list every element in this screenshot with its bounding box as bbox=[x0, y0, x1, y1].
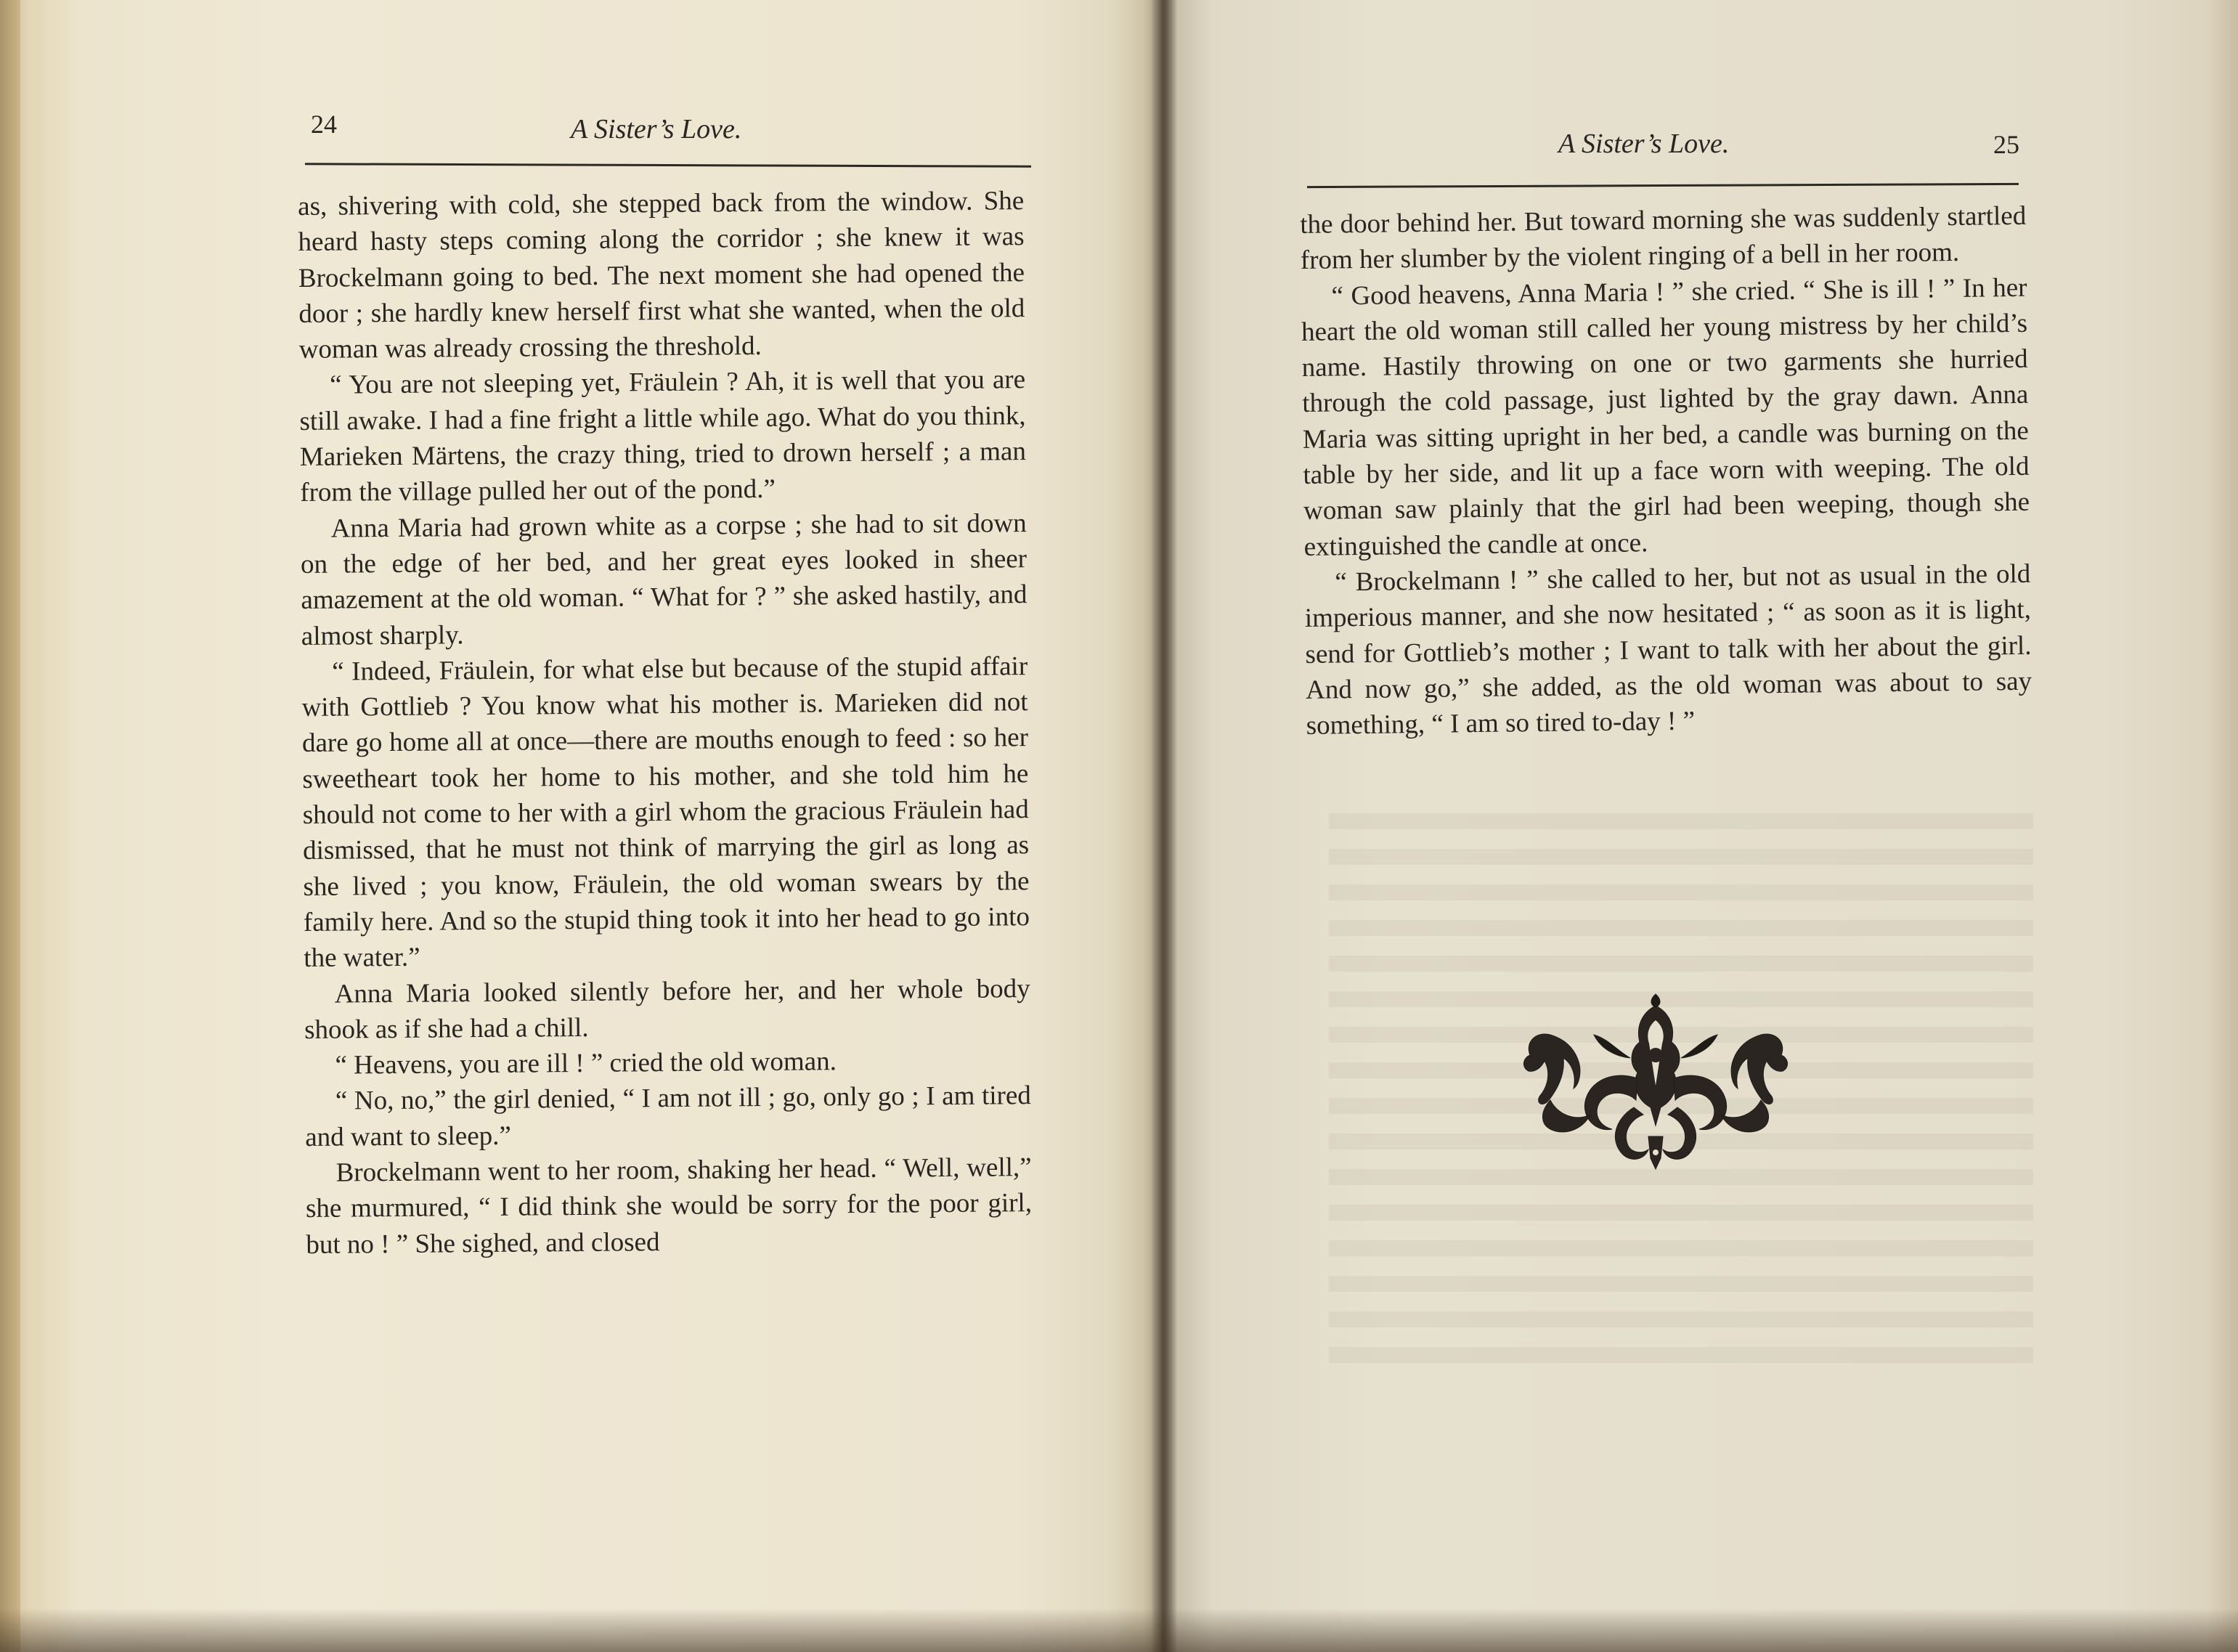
left-header-rule bbox=[305, 163, 1031, 167]
page-edge bbox=[0, 0, 20, 1652]
book-gutter bbox=[1151, 0, 1177, 1652]
left-paragraph-4: “ Indeed, Fräulein, for what else but because of the stupid affair with Gottlieb ? You know what his mother is. Marieken did not dare go home all at once—there are mouths enough to feed : so her sweetheart took her home to his mother, and she told him he should not come to her with a girl whom the gracious Fräulein had dismissed, that he must not think of marrying the girl as long as she lived ; you know, Fräulein, the old woman swears by the family here. And so the stupid thing took it into her head to go into the water.” bbox=[301, 651, 1030, 974]
left-paragraph-8: Brockelmann went to her room, shaking her head. “ Well, well,” she murmured, “ I did think she would be sorry for the poor girl, but no ! ” She sighed, and closed bbox=[305, 1152, 1033, 1260]
left-paragraph-7: “ No, no,” the girl denied, “ I am not ill ; go, only go ; I am tired and want to sleep.” bbox=[305, 1081, 1032, 1152]
right-paragraph-2: “ Good heavens, Anna Maria ! ” she cried. “ She is ill ! ” In her heart the old woman still called her young mistress by her child’s name. Hastily throwing on one or two garments she hurried through the cold passage, just lighted by the gray dawn. Anna Maria was sitting upright in her bed, a candle was burning on the table by her side, and lit up a face worn with weeping. The old woman saw plainly that the girl had been weeping, though she extinguished the candle at once. bbox=[1301, 272, 2030, 562]
left-paragraph-3: Anna Maria had grown white as a corpse ; she had to sit down on the edge of her bed, and her great eyes looked in sheer amazement at the old woman. “ What for ? ” she asked hastily, and almost sharply. bbox=[300, 508, 1028, 651]
right-text-block bbox=[1300, 198, 2032, 744]
left-text-block bbox=[298, 183, 1033, 1263]
heraldic-ornament-icon bbox=[1507, 991, 1804, 1202]
right-folio: 25 bbox=[1993, 130, 2019, 159]
right-paragraph-1: the door behind her. But toward morning she was suddenly startled from her slumber by the violent ringing of a bell in her room. bbox=[1300, 200, 2027, 276]
left-paragraph-5: Anna Maria looked silently before her, and her whole body shook as if she had a chill. bbox=[304, 973, 1030, 1045]
left-paragraph-6: “ Heavens, you are ill ! ” cried the old woman. bbox=[335, 1046, 837, 1081]
right-paragraph-3: “ Brockelmann ! ” she called to her, but not as usual in the old imperious manner, and she now hesitated ; “ as soon as it is light, send for Gottlieb’s mother ; I want to talk with her about the girl. And now go,” she added, as the old woman was about to say something, “ I am so tired to-day ! ” bbox=[1304, 558, 2032, 741]
left-running-title: A Sister’s Love. bbox=[571, 114, 742, 145]
left-folio: 24 bbox=[311, 110, 337, 139]
right-running-title: A Sister’s Love. bbox=[1558, 129, 1730, 159]
left-paragraph-2: “ You are not sleeping yet, Fräulein ? Ah, it is well that you are still awake. I had a fine fright a little while ago. What do you think, Marieken Märtens, the crazy thing, tried to drown herself ; a man from the village pulled her out of the pond.” bbox=[299, 365, 1027, 508]
page-bottom-edge bbox=[0, 1608, 2238, 1652]
left-paragraph-1: as, shivering with cold, she stepped back from the window. She heard hasty steps coming along the corridor ; she knew it was Brockelmann going to bed. The next moment she had opened the door ; she hardly knew herself first what she wanted, when the old woman was already crossing the threshold. bbox=[298, 186, 1025, 365]
